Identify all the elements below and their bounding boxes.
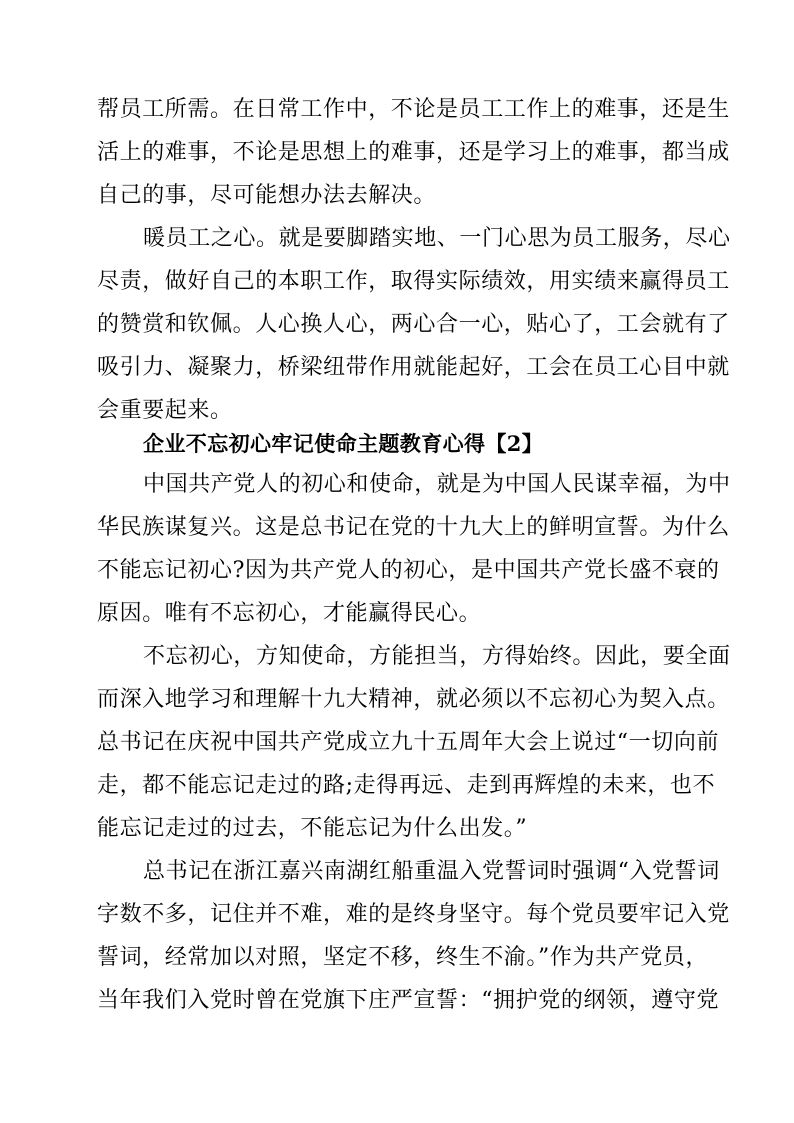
text-line: 尽责，做好自己的本职工作，取得实际绩效，用实绩来赢得员工 <box>97 269 730 294</box>
text-line: 总书记在浙江嘉兴南湖红船重温入党誓词时强调“入党誓词 <box>143 859 720 884</box>
text-line: 不能忘记初心?因为共产党人的初心，是中国共产党长盛不衰的 <box>97 558 720 583</box>
text-line: 会重要起来。 <box>97 398 233 423</box>
text-line: 华民族谋复兴。这是总书记在党的十九大上的鲜明宣誓。为什么 <box>97 515 730 540</box>
text-line: 字数不多，记住并不难，难的是终身坚守。每个党员要牢记入党 <box>97 902 730 927</box>
text-line: 总书记在庆祝中国共产党成立九十五周年大会上说过“一切向前 <box>97 730 720 755</box>
text-line: 原因。唯有不忘初心，才能赢得民心。 <box>97 601 482 626</box>
text-line: 吸引力、凝聚力，桥梁纽带作用就能起好，工会在员工心目中就 <box>97 355 730 380</box>
text-line: 而深入地学习和理解十九大精神，就必须以不忘初心为契入点。 <box>97 687 730 712</box>
section-heading: 企业不忘初心牢记使命主题教育心得【2】 <box>143 431 544 456</box>
text-line: 活上的难事，不论是思想上的难事，还是学习上的难事，都当成 <box>97 140 730 165</box>
text-line: 的赞赏和钦佩。人心换人心，两心合一心，贴心了，工会就有了 <box>97 312 730 337</box>
text-line: 不忘初心，方知使命，方能担当，方得始终。因此，要全面 <box>143 644 731 669</box>
text-line: 自己的事，尽可能想办法去解决。 <box>97 183 437 208</box>
text-line: 帮员工所需。在日常工作中，不论是员工工作上的难事，还是生 <box>97 97 730 122</box>
text-line: 暖员工之心。就是要脚踏实地、一门心思为员工服务，尽心 <box>143 226 731 251</box>
text-line: 当年我们入党时曾在党旗下庄严宣誓：“拥护党的纲领，遵守党 <box>97 988 720 1013</box>
text-line: 走，都不能忘记走过的路;走得再远、走到再辉煌的未来，也不 <box>97 773 716 798</box>
text-line: 誓词，经常加以对照，坚定不移，终生不渝。”作为共产党员， <box>97 945 709 970</box>
text-line: 能忘记走过的过去，不能忘记为什么出发。” <box>97 816 528 841</box>
text-line: 中国共产党人的初心和使命，就是为中国人民谋幸福，为中 <box>143 472 731 497</box>
